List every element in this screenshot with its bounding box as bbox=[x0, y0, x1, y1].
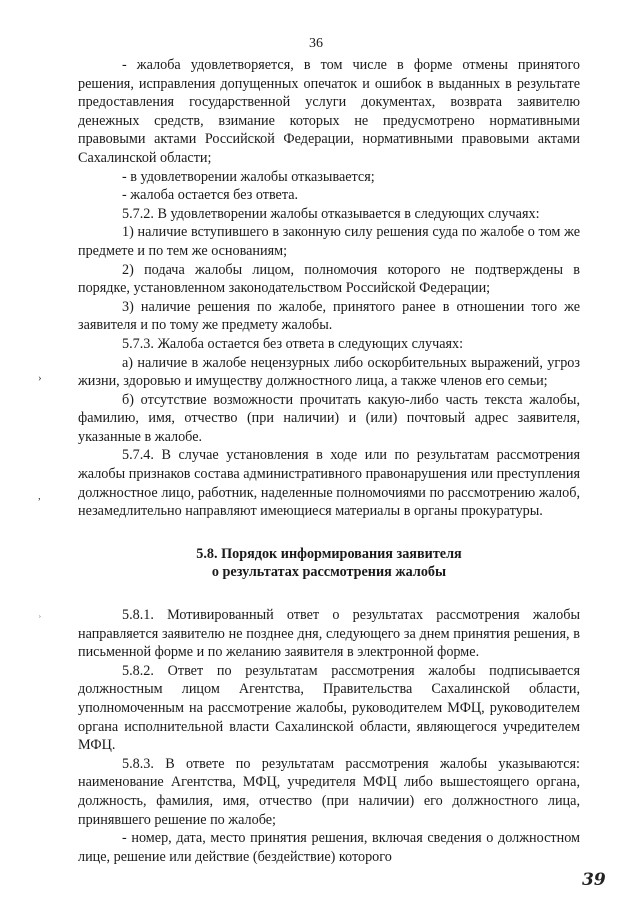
document-body bbox=[78, 56, 580, 866]
paragraph: 5.8.3. В ответе по результатам рассмотрения жалобы указываются: наименование Агентства, МФЦ, учредителя МФЦ либо вышестоящего органа, должность, фамилия, имя, отчество (при наличии) его должностного лица, принявшего решение по жалобе; bbox=[78, 755, 580, 828]
section-title-line-1: 5.8. Порядок информирования заявителя bbox=[196, 545, 462, 562]
paragraph: - в удовлетворении жалобы отказывается; bbox=[122, 168, 375, 185]
paragraph: - жалоба удовлетворяется, в том числе в форме отмены принятого решения, исправления допущенных опечаток и ошибок в выданных в результате предоставления государственной услуги документах, возврата заявителю денежных средств, взимание которых не предусмотрено нормативными правовыми актами Российской Федерации, нормативными правовыми актами Сахалинской области; bbox=[78, 57, 580, 166]
page-number: 36 bbox=[309, 36, 323, 51]
paragraph: 5.8.1. Мотивированный ответ о результатах рассмотрения жалобы направляется заявителю не позднее дня, следующего за днем принятия решения, в письменной форме и по желанию заявителя в электронной форме. bbox=[78, 607, 580, 661]
paragraph: 1) наличие вступившего в законную силу решения суда по жалобе о том же предмете и по тем же основаниям; bbox=[78, 224, 580, 259]
margin-mark: ʾ bbox=[38, 614, 42, 626]
margin-mark: › bbox=[38, 372, 42, 384]
section-title-line-2: о результатах рассмотрения жалобы bbox=[211, 564, 447, 581]
paragraph: 5.7.2. В удовлетворении жалобы отказывается в следующих случаях: bbox=[122, 205, 540, 222]
paragraph: 3) наличие решения по жалобе, принятого ранее в отношении того же заявителя и по тому же предмету жалобы. bbox=[78, 298, 580, 334]
paragraph: 5.8.2. Ответ по результатам рассмотрения жалобы подписывается должностным лицом Агентства, Правительства Сахалинской области, уполномоченным на рассмотрение жалобы, руководителем МФЦ, руководителем органа исполнительной власти Сахалинской области, являющегося учредителем МФЦ. bbox=[78, 662, 580, 754]
paragraph: б) отсутствие возможности прочитать какую-либо часть текста жалобы, фамилию, имя, отчество (при наличии) и (или) почтовый адрес заявителя, указанные в жалобе. bbox=[78, 391, 580, 445]
paragraph: 5.7.4. В случае установления в ходе или по результатам рассмотрения жалобы признаков состава административного правонарушения или преступления должностное лицо, работник, наделенные полномочиями по рассмотрению жалоб, незамедлительно направляют имеющиеся материалы в органы прокуратуры. bbox=[78, 447, 580, 520]
paragraph: 2) подача жалобы лицом, полномочия которого не подтверждены в порядке, установленном законодательством Российской Федерации; bbox=[78, 261, 580, 297]
handwritten-sheet-number: 39 bbox=[582, 870, 606, 890]
margin-mark: , bbox=[38, 490, 41, 502]
paragraph: а) наличие в жалобе нецензурных либо оскорбительных выражений, угроз жизни, здоровью и имуществу должностного лица, а также членов его семьи; bbox=[78, 354, 580, 390]
section-title bbox=[78, 545, 580, 582]
paragraph: 5.7.3. Жалоба остается без ответа в следующих случаях: bbox=[122, 335, 464, 352]
paragraph: - жалоба остается без ответа. bbox=[122, 187, 299, 204]
paragraph: - номер, дата, место принятия решения, включая сведения о должностном лице, решение или действие (бездействие) которого bbox=[78, 830, 580, 865]
